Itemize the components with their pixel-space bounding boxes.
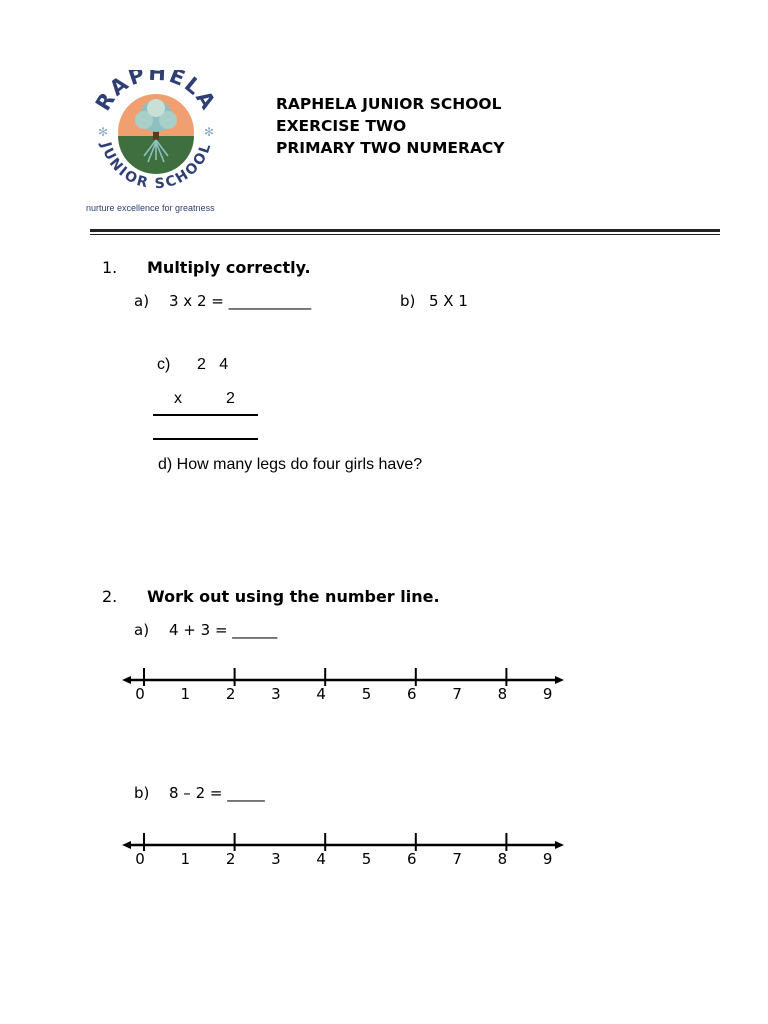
number-line-b-tick-label-7: 7 — [452, 850, 462, 868]
q1c-label: c) — [157, 356, 171, 373]
logo-tagline: nurture excellence for greatness — [86, 203, 215, 213]
number-line-a-tick-label-7: 7 — [452, 685, 462, 703]
question-1-title: Multiply correctly. — [147, 258, 311, 277]
question-2-title: Work out using the number line. — [147, 587, 440, 606]
number-line-a-tick-label-4: 4 — [316, 685, 326, 703]
number-line-a-tick-label-1: 1 — [180, 685, 191, 703]
number-line-b-tick-label-3: 3 — [271, 850, 281, 868]
logo-emblem — [86, 70, 226, 220]
number-line-b-arrow-right — [555, 841, 564, 849]
logo-arc-top: RAPHELA — [90, 70, 222, 115]
svg-text:✻: ✻ — [204, 125, 215, 139]
number-line-a-tick-label-6: 6 — [407, 685, 417, 703]
q1a-expression: 3 x 2 = ___________ — [169, 292, 312, 310]
q1b-label: b) — [400, 292, 416, 310]
question-1-number: 1. — [102, 258, 118, 277]
q1a-label: a) — [134, 292, 150, 310]
school-logo — [86, 70, 226, 220]
q1b-expression: 5 X 1 — [429, 292, 468, 310]
logo-arc-bottom: JUNIOR SCHOOL — [97, 140, 215, 193]
subject-title: PRIMARY TWO NUMERACY — [276, 139, 505, 157]
number-line-a-tick-label-3: 3 — [271, 685, 281, 703]
question-2-number: 2. — [102, 587, 118, 606]
number-line-b-arrow-left — [122, 841, 131, 849]
q1d-question: d) How many legs do four girls have? — [158, 456, 423, 473]
q1c-operator: x — [174, 390, 182, 407]
q1c-answer-line-top — [153, 414, 258, 416]
number-line-b — [118, 829, 568, 869]
number-line-a — [118, 664, 568, 704]
number-line-b-tick-label-0: 0 — [135, 850, 145, 868]
number-line-a-tick-label-0: 0 — [135, 685, 145, 703]
q1c-answer-line-bottom — [153, 438, 258, 440]
svg-text:✻: ✻ — [98, 125, 109, 139]
number-line-a-tick-label-2: 2 — [225, 685, 236, 703]
school-name: RAPHELA JUNIOR SCHOOL — [276, 95, 502, 113]
number-line-b-tick-label-6: 6 — [407, 850, 417, 868]
number-line-b-tick-label-8: 8 — [497, 850, 508, 868]
q2b-expression: 8 – 2 = _____ — [169, 784, 265, 802]
number-line-a-arrow-right — [555, 676, 564, 684]
number-line-a-tick-label-9: 9 — [542, 685, 553, 703]
number-line-a-arrow-left — [122, 676, 131, 684]
q2a-expression: 4 + 3 = ______ — [169, 621, 278, 639]
number-line-b-tick-label-5: 5 — [361, 850, 372, 868]
number-line-b-tick-label-2: 2 — [225, 850, 236, 868]
exercise-title: EXERCISE TWO — [276, 117, 407, 135]
number-line-a-tick-label-8: 8 — [497, 685, 508, 703]
q2b-label: b) — [134, 784, 150, 802]
number-line-b-tick-label-1: 1 — [180, 850, 191, 868]
number-line-a-tick-label-5: 5 — [361, 685, 372, 703]
number-line-b-tick-label-9: 9 — [542, 850, 553, 868]
number-line-b-tick-label-4: 4 — [316, 850, 326, 868]
q1c-top-number: 2 4 — [197, 356, 229, 373]
q2a-label: a) — [134, 621, 150, 639]
q1c-bottom-number: 2 — [226, 390, 235, 407]
header-rule-thick — [90, 229, 720, 232]
header-rule-thin — [90, 234, 720, 235]
